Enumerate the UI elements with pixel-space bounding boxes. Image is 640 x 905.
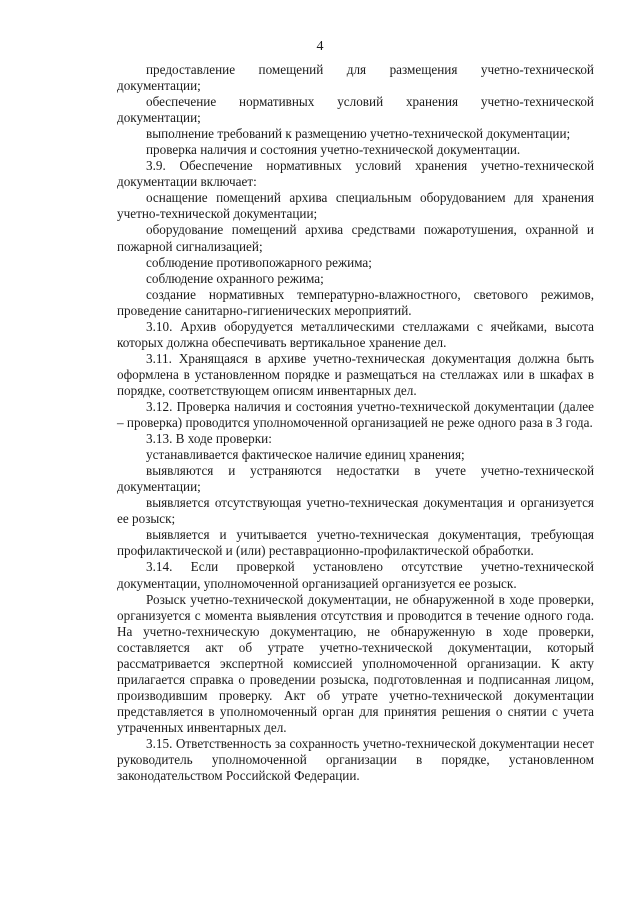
paragraph: выявляется и учитывается учетно-техническая документация, требующая профилактической и (или) реставрационно-профилактической обработки. xyxy=(117,527,594,559)
paragraph: 3.12. Проверка наличия и состояния учетно-технической документации (далее – проверка) проводится уполномоченной организацией не реже одного раза в 3 года. xyxy=(117,398,594,431)
paragraph: 3.10. Архив оборудуется металлическими стеллажами с ячейками, высота которых должна обеспечивать вертикальное хранение дел. xyxy=(117,318,594,350)
paragraph: 3.11. Хранящаяся в архиве учетно-техническая документация должна быть оформлена в установленном порядке и размещаться на стеллажах или в шкафах в порядке, соответствующем описям инвентарных дел. xyxy=(117,350,594,398)
paragraph: выполнение требований к размещению учетно-технической документации; xyxy=(146,126,571,142)
paragraph: соблюдение противопожарного режима; xyxy=(146,254,372,270)
paragraph: 3.9. Обеспечение нормативных условий хранения учетно-технической документации включает: xyxy=(117,158,594,190)
body-text xyxy=(117,62,594,784)
paragraph: оснащение помещений архива специальным оборудованием для хранения учетно-технической документации; xyxy=(117,190,594,222)
paragraph: 3.14. Если проверкой установлено отсутствие учетно-технической документации, уполномоченной организацией организуется ее розыск. xyxy=(117,559,594,591)
paragraph: Розыск учетно-технической документации, не обнаруженной в ходе проверки, организуется с момента выявления отсутствия и проводится в течение одного года. На учетно-техническую документацию, не обнаруженную в ходе проверки, составляется акт об утрате учетно-технической документации, который рассматривается экспертной комиссией уполномоченной организации. К акту прилагается справка о проведении розыска, подготовленная и подписанная лицом, производившим проверку. Акт об утрате учетно-технической документации представляется в уполномоченный орган для принятия решения о снятии с учета утраченных инвентарных дел. xyxy=(117,591,594,735)
paragraph: оборудование помещений архива средствами пожаротушения, охранной и пожарной сигнализацией; xyxy=(117,222,594,254)
paragraph: выявляется отсутствующая учетно-техническая документация и организуется ее розыск; xyxy=(117,495,594,527)
paragraph: предоставление помещений для размещения учетно-технической документации; xyxy=(117,62,594,94)
paragraph: устанавливается фактическое наличие единиц хранения; xyxy=(146,447,465,463)
paragraph: проверка наличия и состояния учетно-технической документации. xyxy=(146,142,521,158)
paragraph: соблюдение охранного режима; xyxy=(146,270,324,286)
paragraph: выявляются и устраняются недостатки в учете учетно-технической документации; xyxy=(117,463,594,495)
page-number: 4 xyxy=(316,39,324,54)
paragraph: создание нормативных температурно-влажностного, светового режимов, проведение санитарно-гигиенических мероприятий. xyxy=(117,286,594,318)
paragraph: 3.13. В ходе проверки: xyxy=(146,431,272,447)
paragraph: обеспечение нормативных условий хранения учетно-технической документации; xyxy=(117,94,594,126)
paragraph: 3.15. Ответственность за сохранность учетно-технической документации несет руководитель уполномоченной организации в порядке, установленном законодательством Российской Федерации. xyxy=(117,735,594,784)
